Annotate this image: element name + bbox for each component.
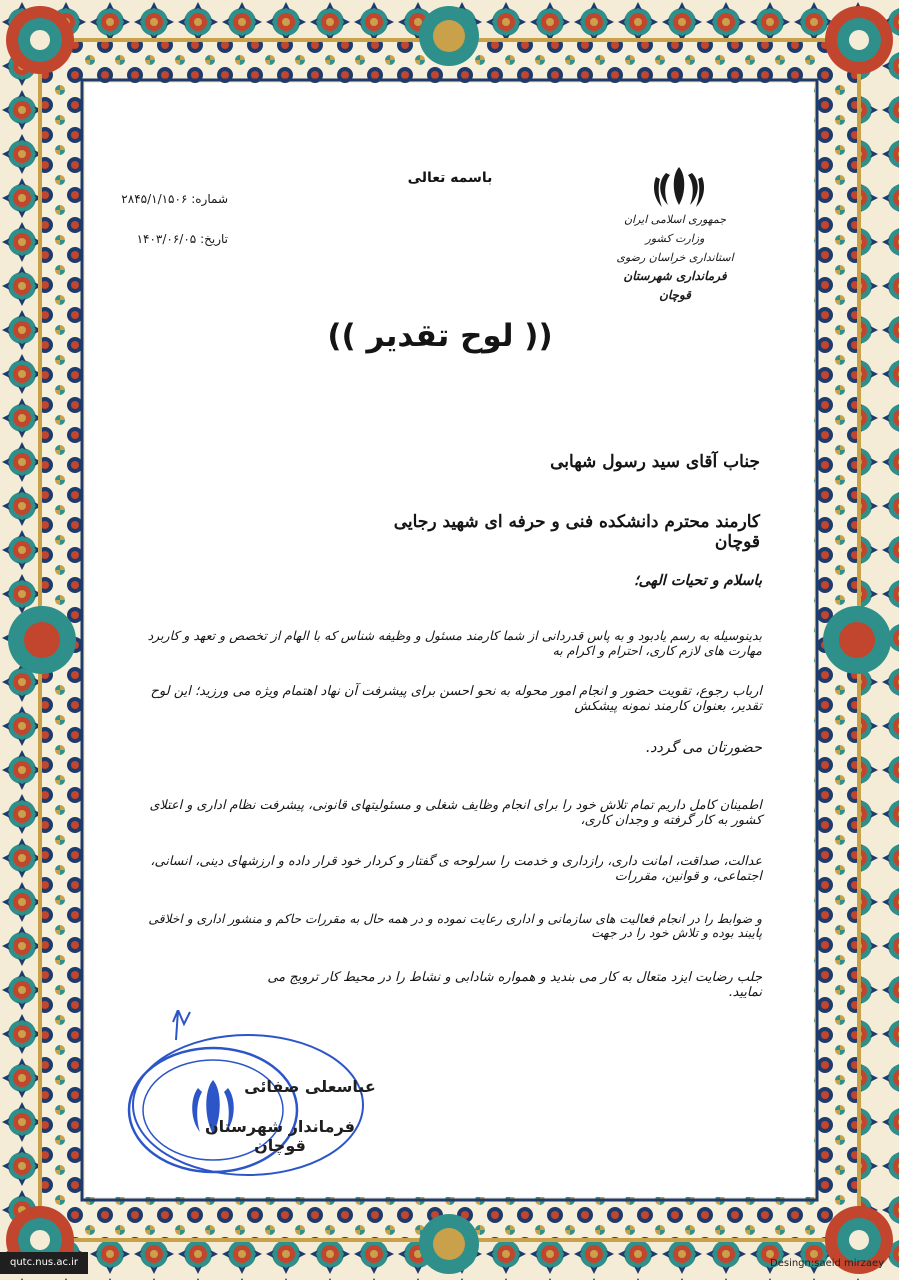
issuer-line-county: فرمانداری شهرستان قوچان — [623, 269, 727, 302]
body-line-4: اطمینان کامل داریم تمام تلاش خود را برای انجام وظایف شغلی و مسئولیتهای قانونی، پیشرفت نظام اداری و اعتلای کشور به کار گرفته و وجدان کاری، — [149, 798, 762, 828]
body-line-2: ارباب رجوع، تقویت حضور و انجام امور محوله به نحو احسن برای پیشرفت آن نهاد اهتمام ویژه می ورزید؛ این لوح تقدیر، بعنوان کارمند نمونه پیشکش — [150, 684, 762, 714]
body-line-5: عدالت، صداقت، امانت داری، رازداری و خدمت را سرلوحه ی گفتار و کردار خود قرار داده و ارزشهای دینی، انسانی، اجتماعی، و قوانین، مقررات — [150, 854, 762, 884]
signatory-name: عباسعلی صفائی — [244, 1077, 376, 1096]
body-line-1: بدینوسیله به رسم یادبود و به پاس قدردانی از شما کارمند مسئول و وظیفه شناس که با الهام از تخصص و تعهد و کاربرد مهارت های لازم کاری، احترام و اکرام به — [147, 628, 762, 658]
certificate-title: (( لوح تقدیر )) — [327, 318, 553, 354]
greeting: باسلام و تحیات الهی؛ — [633, 572, 762, 589]
recipient-name: جناب آقای سید رسول شهابی — [550, 452, 760, 472]
iran-emblem-icon — [652, 165, 706, 209]
signatory-position: فرماندار شهرستان قوچان — [204, 1117, 356, 1155]
issuer-line-ministry: وزارت کشور — [645, 232, 705, 245]
number-label: شماره: — [191, 192, 228, 206]
body-line-7: جلب رضایت ایزد متعال به کار می بندید و همواره شادابی و نشاط را در محیط کار ترویج می نمایید. — [267, 970, 762, 1000]
letter-date — [118, 232, 228, 246]
issuer-block — [610, 210, 740, 305]
designer-credit: Desingn:saeid mirzaey — [770, 1258, 885, 1269]
issuer-line-country: جمهوری اسلامی ایران — [623, 213, 727, 226]
letter-number — [118, 192, 228, 206]
date-label: تاریخ: — [200, 232, 228, 246]
official-stamp-icon — [118, 1010, 368, 1185]
basmala-heading: باسمه تعالی — [407, 170, 493, 186]
body-line-6: و ضوابط را در انجام فعالیت های سازمانی و اداری رعایت نموده و در همه حال به مقررات حاکم و منشور اداری و اخلاقی پایبند بوده و تلاش خود را در جهت — [148, 912, 762, 940]
recipient-title: کارمند محترم دانشکده فنی و حرفه ای شهید رجایی قوچان — [393, 512, 760, 552]
site-watermark: qutc.nus.ac.ir — [0, 1252, 88, 1274]
number-value: ۲۸۴۵/۱/۱۵۰۶ — [121, 192, 188, 206]
issuer-line-province: استانداری خراسان رضوی — [616, 251, 734, 264]
body-line-3: حضورتان می گردد. — [645, 740, 762, 756]
date-value: ۱۴۰۳/۰۶/۰۵ — [136, 232, 197, 246]
